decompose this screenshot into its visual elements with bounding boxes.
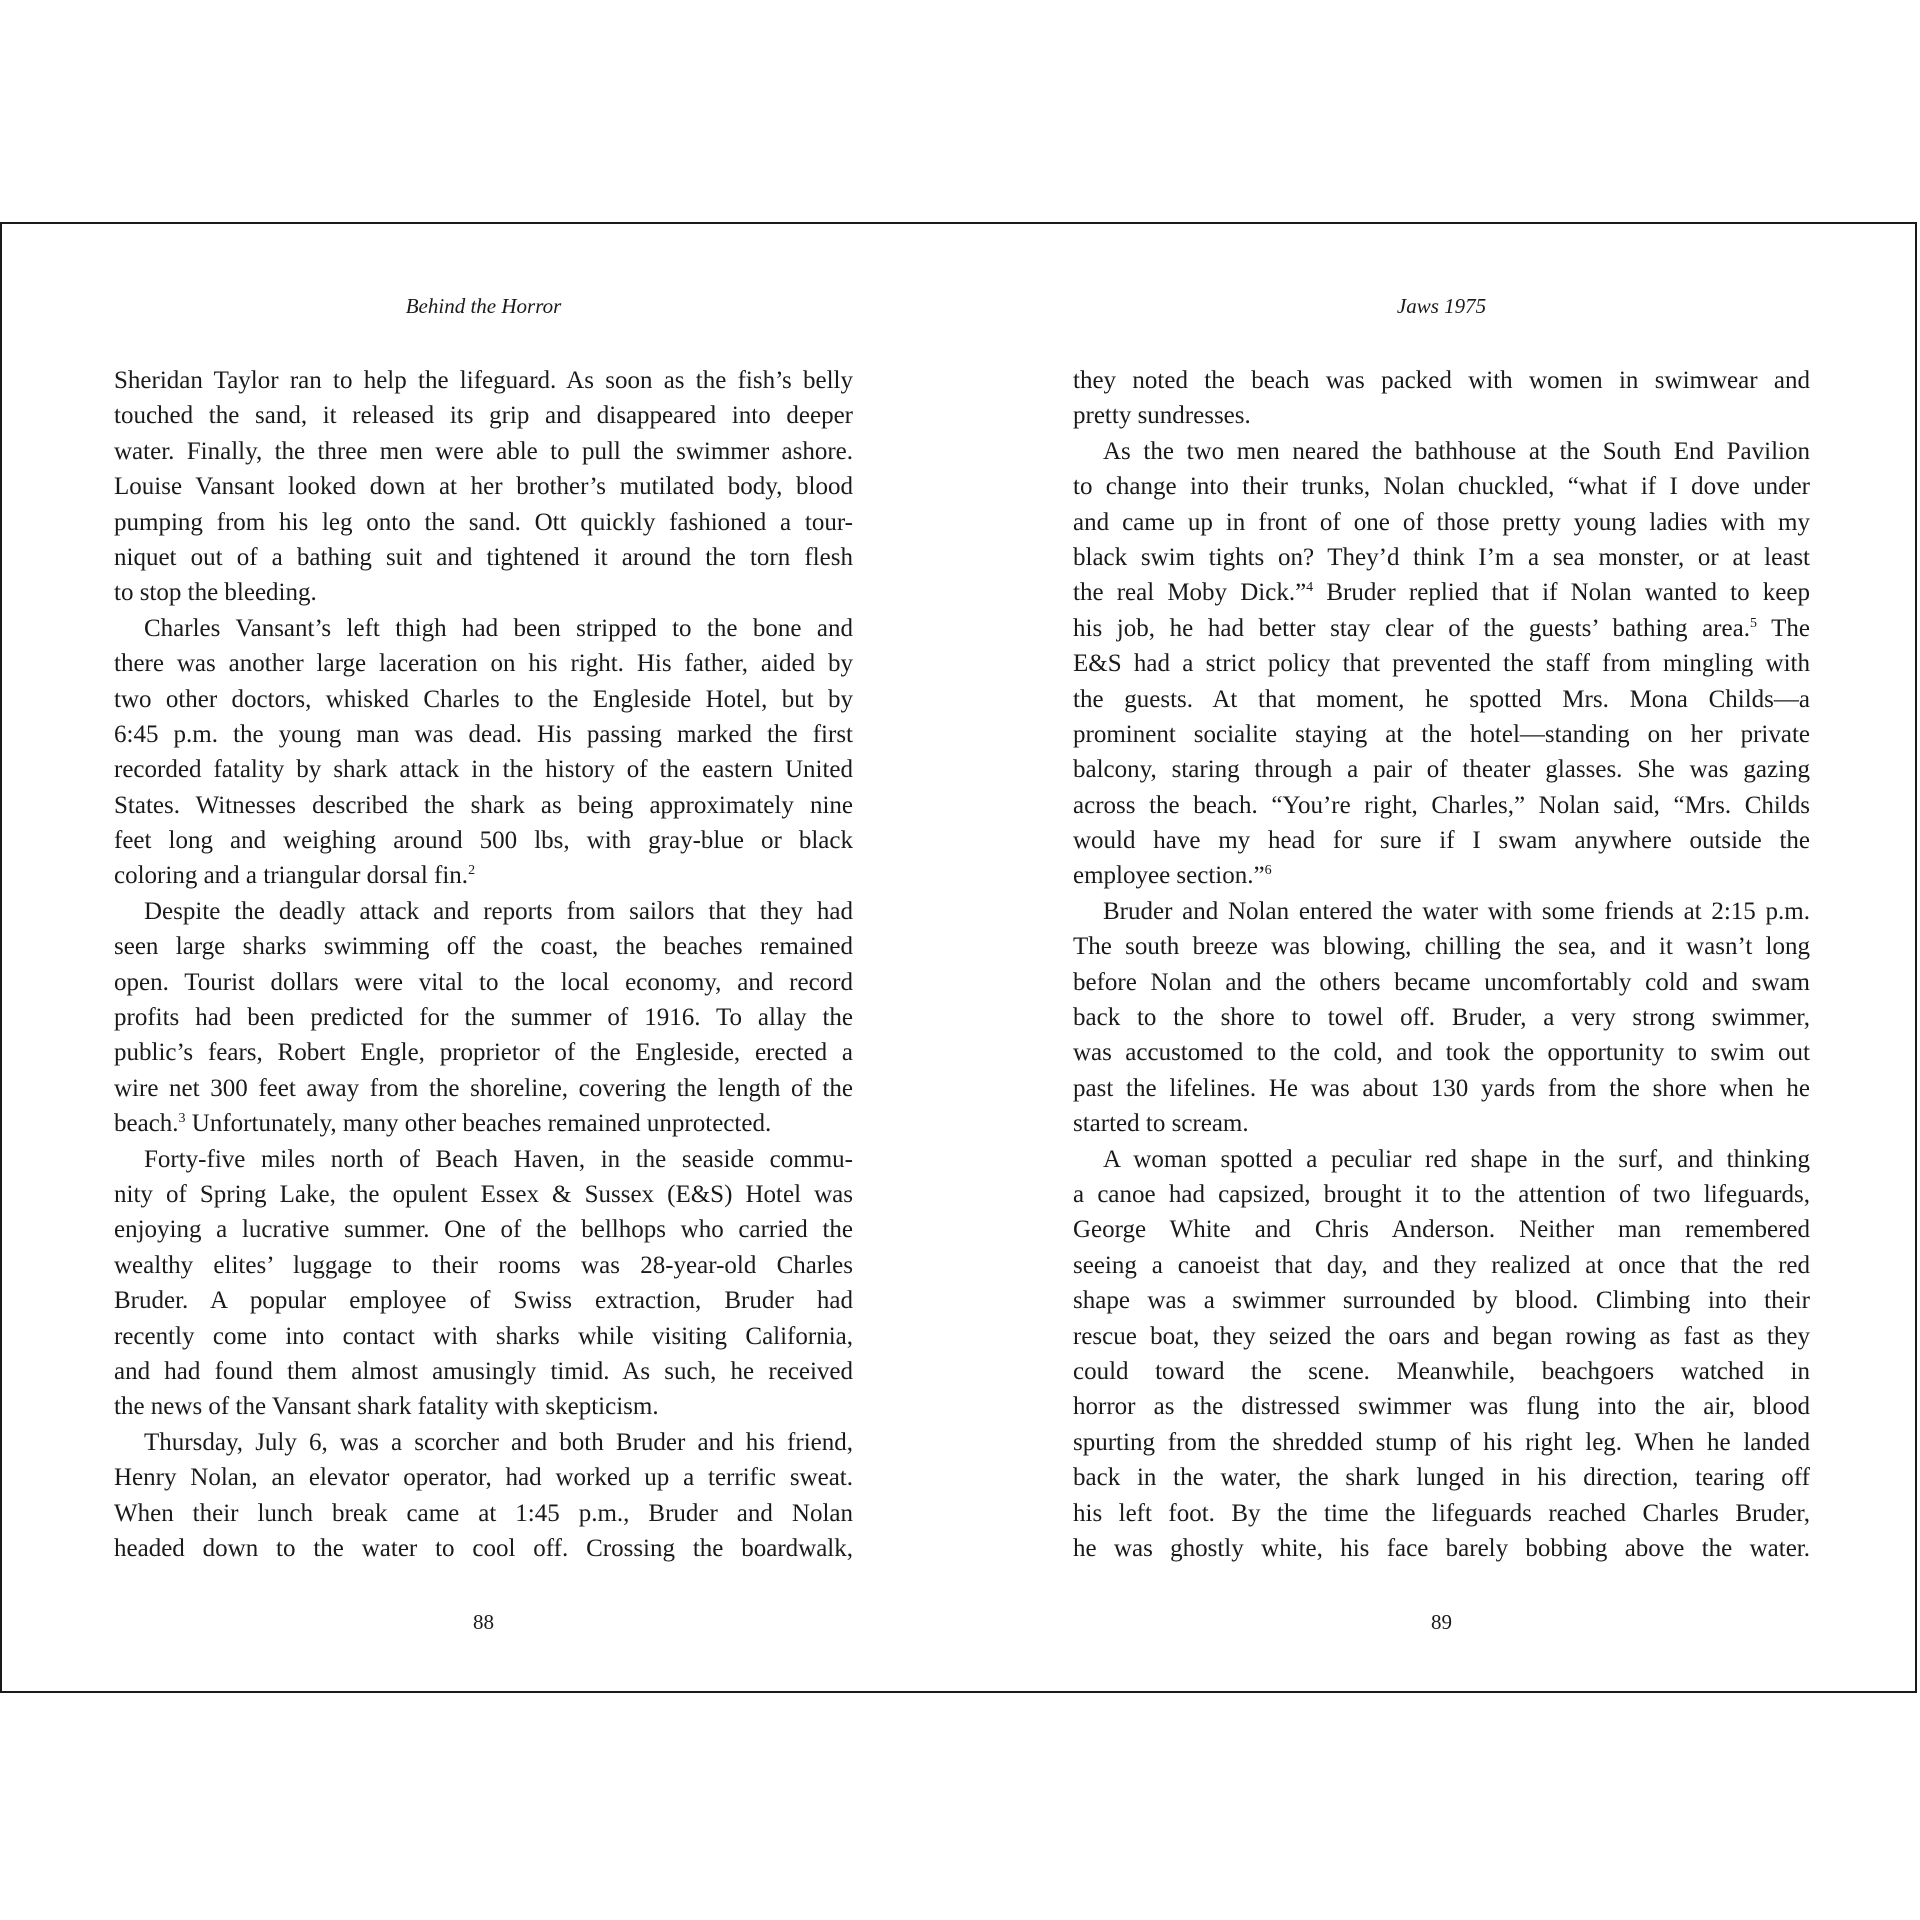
- text-line: and came up in front of one of those pretty young ladies with my: [1073, 508, 1810, 536]
- text-line: his left foot. By the time the lifeguards reached Charles Bruder,: [1073, 1499, 1810, 1527]
- text-line: Thursday, July 6, was a scorcher and both Bruder and his friend,: [144, 1428, 853, 1456]
- text-line: was accustomed to the cold, and took the opportunity to swim out: [1073, 1039, 1810, 1067]
- text-line: coloring and a triangular dorsal fin.$^2$: [114, 862, 476, 890]
- text-line: George White and Chris Anderson. Neither man remembered: [1073, 1216, 1810, 1244]
- text-line: Louise Vansant looked down at her brother’s mutilated body, blood: [114, 473, 853, 501]
- running-head-right: Jaws 1975: [1396, 294, 1487, 318]
- text-line: nity of Spring Lake, the opulent Essex & Sussex (E&S) Hotel was: [114, 1180, 853, 1208]
- text-line: profits had been predicted for the summer of 1916. To allay the: [114, 1004, 853, 1032]
- text-line: seen large sharks swimming off the coast, the beaches remained: [114, 933, 853, 961]
- text-line: Henry Nolan, an elevator operator, had worked up a terrific sweat.: [114, 1464, 853, 1492]
- left-page: [114, 224, 853, 1691]
- text-line: public’s fears, Robert Engle, proprietor of the Engleside, erected a: [114, 1039, 853, 1067]
- text-line: the news of the Vansant shark fatality with skepticism.: [114, 1393, 659, 1421]
- text-line: wire net 300 feet away from the shoreline, covering the length of the: [114, 1074, 853, 1102]
- footnote-marker: 3: [178, 1111, 186, 1127]
- footnote-marker: 2: [468, 863, 476, 879]
- right-page: [1073, 224, 1810, 1691]
- text-line: seeing a canoeist that day, and they realized at once that the red: [1073, 1251, 1810, 1279]
- text-line: shape was a swimmer surrounded by blood. Climbing into their: [1073, 1287, 1810, 1315]
- page-number-left: 88: [473, 1610, 494, 1634]
- text-line: pretty sundresses.: [1073, 402, 1251, 430]
- text-line: to stop the bleeding.: [114, 579, 317, 607]
- text-line: a canoe had capsized, brought it to the attention of two lifeguards,: [1073, 1180, 1810, 1208]
- text-line: Charles Vansant’s left thigh had been stripped to the bone and: [144, 614, 853, 642]
- text-line: open. Tourist dollars were vital to the local economy, and record: [114, 968, 853, 996]
- text-line: Bruder. A popular employee of Swiss extraction, Bruder had: [114, 1287, 853, 1315]
- text-line: and had found them almost amusingly timid. As such, he received: [114, 1357, 853, 1385]
- text-line: before Nolan and the others became uncomfortably cold and swam: [1073, 968, 1810, 996]
- text-line: prominent socialite staying at the hotel—standing on her private: [1073, 720, 1810, 748]
- text-line: could toward the scene. Meanwhile, beachgoers watched in: [1073, 1357, 1810, 1385]
- text-line: his job, he had better stay clear of the guests’ bathing area.$^5$ The: [1073, 614, 1811, 642]
- text-line: water. Finally, the three men were able to pull the swimmer ashore.: [114, 437, 853, 465]
- text-line: they noted the beach was packed with women in swimwear and: [1073, 367, 1810, 394]
- text-line: back to the shore to towel off. Bruder, a very strong swimmer,: [1073, 1004, 1810, 1032]
- footnote-marker: 6: [1264, 863, 1272, 879]
- text-line: the real Moby Dick.”$^4$ Bruder replied that if Nolan wanted to keep: [1073, 579, 1810, 607]
- text-line: two other doctors, whisked Charles to the Engleside Hotel, but by: [114, 685, 853, 713]
- text-line: niquet out of a bathing suit and tightened it around the torn flesh: [114, 543, 853, 571]
- text-line: to change into their trunks, Nolan chuckled, “what if I dove under: [1073, 473, 1810, 501]
- text-line: Sheridan Taylor ran to help the lifeguard. As soon as the fish’s belly: [114, 367, 853, 394]
- text-line: spurting from the shredded stump of his right leg. When he landed: [1073, 1428, 1810, 1456]
- text-line: As the two men neared the bathhouse at the South End Pavilion: [1103, 437, 1810, 465]
- text-line: pumping from his leg onto the sand. Ott quickly fashioned a tour-: [114, 508, 853, 536]
- text-line: employee section.”$^6$: [1073, 862, 1272, 890]
- text-line: recorded fatality by shark attack in the history of the eastern United: [114, 756, 853, 784]
- text-line: across the beach. “You’re right, Charles,” Nolan said, “Mrs. Childs: [1073, 791, 1810, 819]
- book-spread: [0, 222, 1917, 1693]
- text-line: headed down to the water to cool off. Crossing the boardwalk,: [114, 1534, 853, 1562]
- text-line: black swim tights on? They’d think I’m a sea monster, or at least: [1073, 543, 1810, 571]
- text-line: The south breeze was blowing, chilling the sea, and it wasn’t long: [1073, 933, 1810, 961]
- footnote-marker: 4: [1306, 580, 1314, 596]
- text-line: back in the water, the shark lunged in his direction, tearing off: [1073, 1464, 1810, 1492]
- text-line: A woman spotted a peculiar red shape in the surf, and thinking: [1103, 1145, 1810, 1173]
- text-line: recently come into contact with sharks while visiting California,: [114, 1322, 853, 1350]
- text-line: When their lunch break came at 1:45 p.m., Bruder and Nolan: [114, 1499, 853, 1527]
- page-number-right: 89: [1431, 1610, 1452, 1634]
- text-line: balcony, staring through a pair of theater glasses. She was gazing: [1073, 756, 1810, 784]
- left-page-text: [114, 363, 853, 1566]
- text-line: would have my head for sure if I swam anywhere outside the: [1073, 827, 1810, 855]
- text-line: there was another large laceration on his right. His father, aided by: [114, 650, 853, 678]
- text-line: started to scream.: [1073, 1110, 1249, 1138]
- text-line: States. Witnesses described the shark as being approximately nine: [114, 791, 853, 819]
- text-line: beach.$^3$ Unfortunately, many other beaches remained unprotected.: [114, 1110, 772, 1138]
- text-line: rescue boat, they seized the oars and began rowing as fast as they: [1073, 1322, 1810, 1350]
- right-page-text: [1073, 363, 1810, 1566]
- text-line: past the lifelines. He was about 130 yards from the shore when he: [1073, 1074, 1810, 1102]
- text-line: Bruder and Nolan entered the water with some friends at 2:15 p.m.: [1103, 897, 1810, 925]
- running-head-left: Behind the Horror: [405, 294, 562, 318]
- text-line: horror as the distressed swimmer was flung into the air, blood: [1073, 1393, 1810, 1421]
- footnote-marker: 5: [1749, 615, 1757, 631]
- text-line: the guests. At that moment, he spotted Mrs. Mona Childs—a: [1073, 685, 1810, 713]
- text-line: touched the sand, it released its grip and disappeared into deeper: [114, 402, 853, 430]
- text-line: wealthy elites’ luggage to their rooms was 28-year-old Charles: [114, 1251, 853, 1279]
- text-line: Forty-five miles north of Beach Haven, in the seaside commu-: [144, 1145, 853, 1173]
- text-line: feet long and weighing around 500 lbs, with gray-blue or black: [114, 827, 853, 855]
- text-line: 6:45 p.m. the young man was dead. His passing marked the first: [114, 720, 853, 748]
- text-line: enjoying a lucrative summer. One of the bellhops who carried the: [114, 1216, 853, 1244]
- text-line: E&S had a strict policy that prevented the staff from mingling with: [1073, 650, 1810, 678]
- text-line: Despite the deadly attack and reports from sailors that they had: [144, 897, 853, 925]
- text-line: he was ghostly white, his face barely bobbing above the water.: [1073, 1534, 1810, 1562]
